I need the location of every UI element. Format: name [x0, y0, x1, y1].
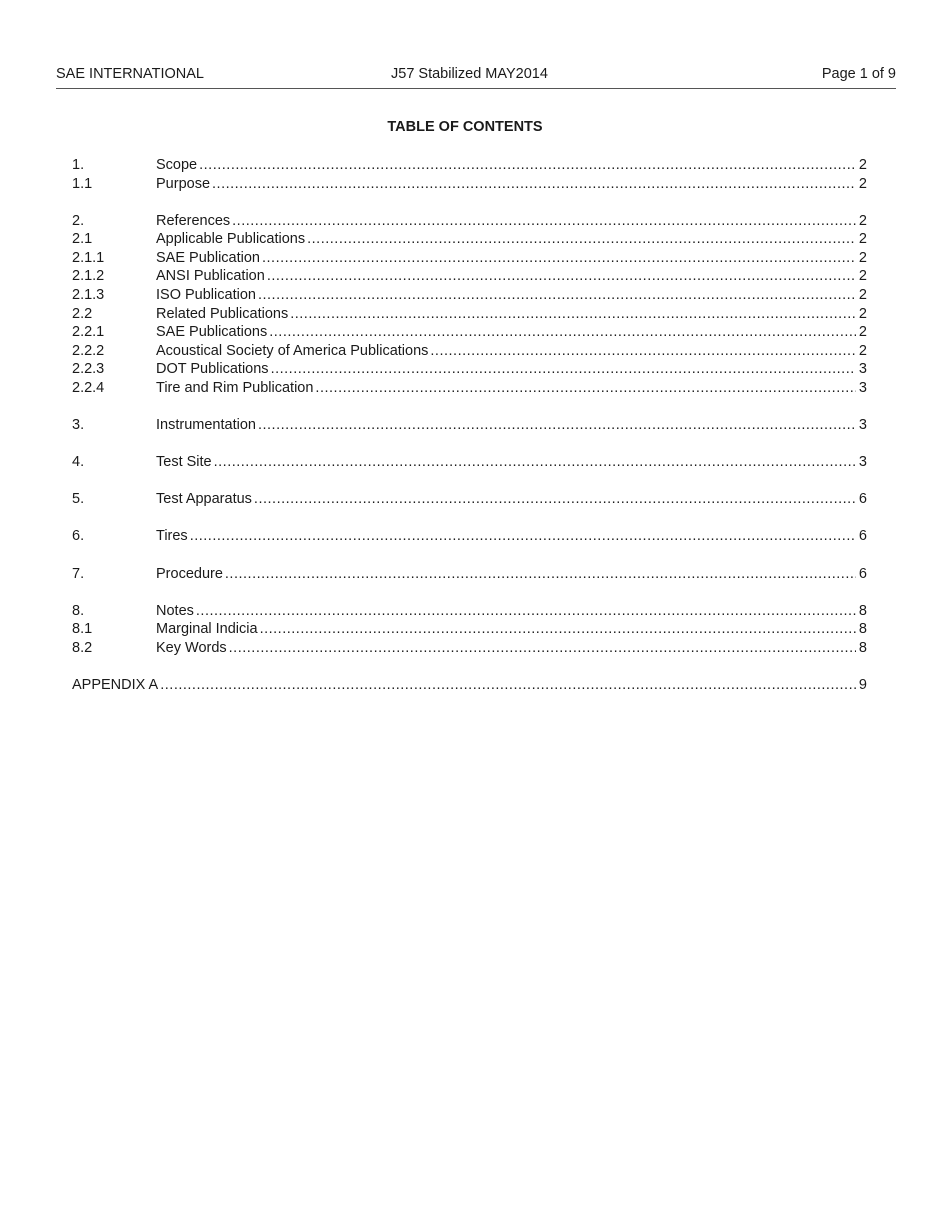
- toc-entry[interactable]: [72, 212, 867, 231]
- toc-entry[interactable]: [72, 286, 867, 305]
- toc-entry-title: Tires: [156, 528, 188, 545]
- toc-entry-page: 8: [858, 602, 867, 619]
- toc-entry[interactable]: [72, 602, 867, 621]
- toc-section-group: [72, 156, 867, 193]
- toc-entry-title: DOT Publications: [156, 361, 269, 378]
- toc-entry-number: 2.1: [72, 231, 93, 248]
- toc-section-group: [72, 212, 867, 398]
- toc-entry-number: 2.2.2: [72, 342, 105, 359]
- toc-entry-title: Acoustical Society of America Publications: [156, 342, 429, 359]
- toc-entry[interactable]: [72, 249, 867, 268]
- toc-dot-leader: [267, 323, 856, 342]
- toc-entry-page: 3: [858, 454, 867, 471]
- toc-dot-leader: [256, 286, 856, 305]
- toc-entry-number: 1.1: [72, 175, 93, 192]
- toc-section-group: [72, 676, 867, 695]
- toc-section-group: [72, 416, 867, 435]
- toc-entry-page: 2: [858, 157, 867, 173]
- toc-entry-number: 2.2.4: [72, 380, 105, 397]
- toc-dot-leader: [258, 620, 856, 639]
- toc-entry-page: 9: [858, 676, 867, 693]
- toc-dot-leader: [210, 175, 856, 194]
- toc-entry-title: Test Site: [156, 454, 212, 471]
- toc-entry-title: Scope: [156, 157, 198, 173]
- toc-section-group: [72, 453, 867, 472]
- toc-entry[interactable]: [72, 156, 867, 175]
- toc-entry-number: 1.: [72, 157, 85, 173]
- toc-section-group: [72, 490, 867, 509]
- toc-entry[interactable]: [72, 490, 867, 509]
- toc-dot-leader: [227, 639, 856, 658]
- table-of-contents: [72, 156, 867, 713]
- toc-dot-leader: [428, 342, 856, 361]
- toc-dot-leader: [230, 212, 856, 231]
- toc-dot-leader: [313, 379, 856, 398]
- toc-entry[interactable]: [72, 230, 867, 249]
- toc-entry[interactable]: [72, 305, 867, 324]
- toc-entry-number: 2.1.1: [72, 249, 105, 266]
- toc-dot-leader: [288, 305, 856, 324]
- toc-entry-page: 2: [858, 268, 867, 285]
- toc-entry-number: 8.1: [72, 621, 93, 638]
- toc-entry-number: 8.: [72, 602, 85, 619]
- toc-entry[interactable]: [72, 323, 867, 342]
- toc-entry[interactable]: [72, 676, 867, 695]
- toc-entry-number: 3.: [72, 417, 85, 434]
- toc-entry[interactable]: [72, 267, 867, 286]
- toc-entry[interactable]: [72, 620, 867, 639]
- toc-entry[interactable]: [72, 453, 867, 472]
- toc-entry-number: 5.: [72, 491, 85, 508]
- toc-dot-leader: [223, 565, 856, 584]
- toc-entry-title: Key Words: [156, 639, 227, 656]
- toc-entry-title: Notes: [156, 602, 194, 619]
- toc-entry-number: 4.: [72, 454, 85, 471]
- toc-entry-title: Test Apparatus: [156, 491, 252, 508]
- toc-entry-title: APPENDIX A: [72, 676, 159, 693]
- toc-entry-page: 6: [858, 565, 867, 582]
- toc-entry-number: 2.: [72, 212, 85, 229]
- toc-entry-number: 8.2: [72, 639, 93, 656]
- toc-entry-title: Applicable Publications: [156, 231, 306, 248]
- toc-title: TABLE OF CONTENTS: [387, 119, 543, 135]
- toc-entry-page: 2: [858, 249, 867, 266]
- toc-entry-number: 2.2.1: [72, 324, 105, 341]
- toc-entry-title: Related Publications: [156, 305, 289, 322]
- toc-dot-leader: [256, 416, 856, 435]
- toc-entry-title: SAE Publication: [156, 249, 260, 266]
- toc-section-group: [72, 602, 867, 658]
- toc-entry[interactable]: [72, 639, 867, 658]
- toc-entry-page: 2: [858, 231, 867, 248]
- toc-entry-page: 2: [858, 305, 867, 322]
- toc-entry-title: References: [156, 212, 231, 229]
- toc-entry-number: 2.1.3: [72, 287, 105, 304]
- toc-entry-title: Instrumentation: [156, 417, 256, 434]
- toc-entry-title: Purpose: [156, 175, 211, 192]
- toc-entry-title: ANSI Publication: [156, 268, 265, 285]
- toc-entry[interactable]: [72, 175, 867, 194]
- toc-dot-leader: [194, 602, 856, 621]
- toc-entry-page: 3: [858, 380, 867, 397]
- toc-entry-title: Marginal Indicia: [156, 621, 258, 638]
- toc-entry[interactable]: [72, 379, 867, 398]
- page-header: [56, 66, 896, 89]
- toc-entry[interactable]: [72, 527, 867, 546]
- toc-entry-number: 2.2.3: [72, 361, 105, 378]
- toc-dot-leader: [188, 527, 856, 546]
- header-organization: SAE INTERNATIONAL: [56, 66, 204, 82]
- header-document-id: J57 Stabilized MAY2014: [391, 66, 548, 82]
- toc-entry-page: 2: [858, 212, 867, 229]
- toc-dot-leader: [252, 490, 856, 509]
- toc-entry-page: 8: [858, 621, 867, 638]
- toc-entry[interactable]: [72, 360, 867, 379]
- header-page-number: Page 1 of 9: [821, 66, 896, 82]
- toc-entry-title: ISO Publication: [156, 287, 256, 304]
- toc-entry-page: 8: [858, 639, 867, 656]
- toc-dot-leader: [305, 230, 856, 249]
- toc-entry-page: 6: [858, 528, 867, 545]
- toc-dot-leader: [158, 676, 856, 695]
- toc-entry[interactable]: [72, 416, 867, 435]
- toc-entry-title: SAE Publications: [156, 324, 268, 341]
- toc-entry-page: 2: [858, 287, 867, 304]
- toc-section-group: [72, 565, 867, 584]
- toc-entry-title: Procedure: [156, 565, 223, 582]
- toc-entry-page: 2: [858, 342, 867, 359]
- toc-dot-leader: [212, 453, 856, 472]
- toc-dot-leader: [260, 249, 856, 268]
- toc-entry-number: 2.2: [72, 305, 93, 322]
- toc-entry-page: 2: [858, 175, 867, 192]
- toc-dot-leader: [197, 156, 856, 175]
- toc-entry[interactable]: [72, 565, 867, 584]
- toc-entry-page: 2: [858, 324, 867, 341]
- toc-entry-number: 7.: [72, 565, 85, 582]
- toc-entry-title: Tire and Rim Publication: [156, 380, 314, 397]
- toc-entry-page: 6: [858, 491, 867, 508]
- toc-entry-page: 3: [858, 417, 867, 434]
- toc-dot-leader: [265, 267, 856, 286]
- toc-entry-page: 3: [858, 361, 867, 378]
- toc-dot-leader: [269, 360, 856, 379]
- toc-entry-number: 6.: [72, 528, 85, 545]
- toc-entry[interactable]: [72, 342, 867, 361]
- toc-entry-number: 2.1.2: [72, 268, 105, 285]
- toc-section-group: [72, 527, 867, 546]
